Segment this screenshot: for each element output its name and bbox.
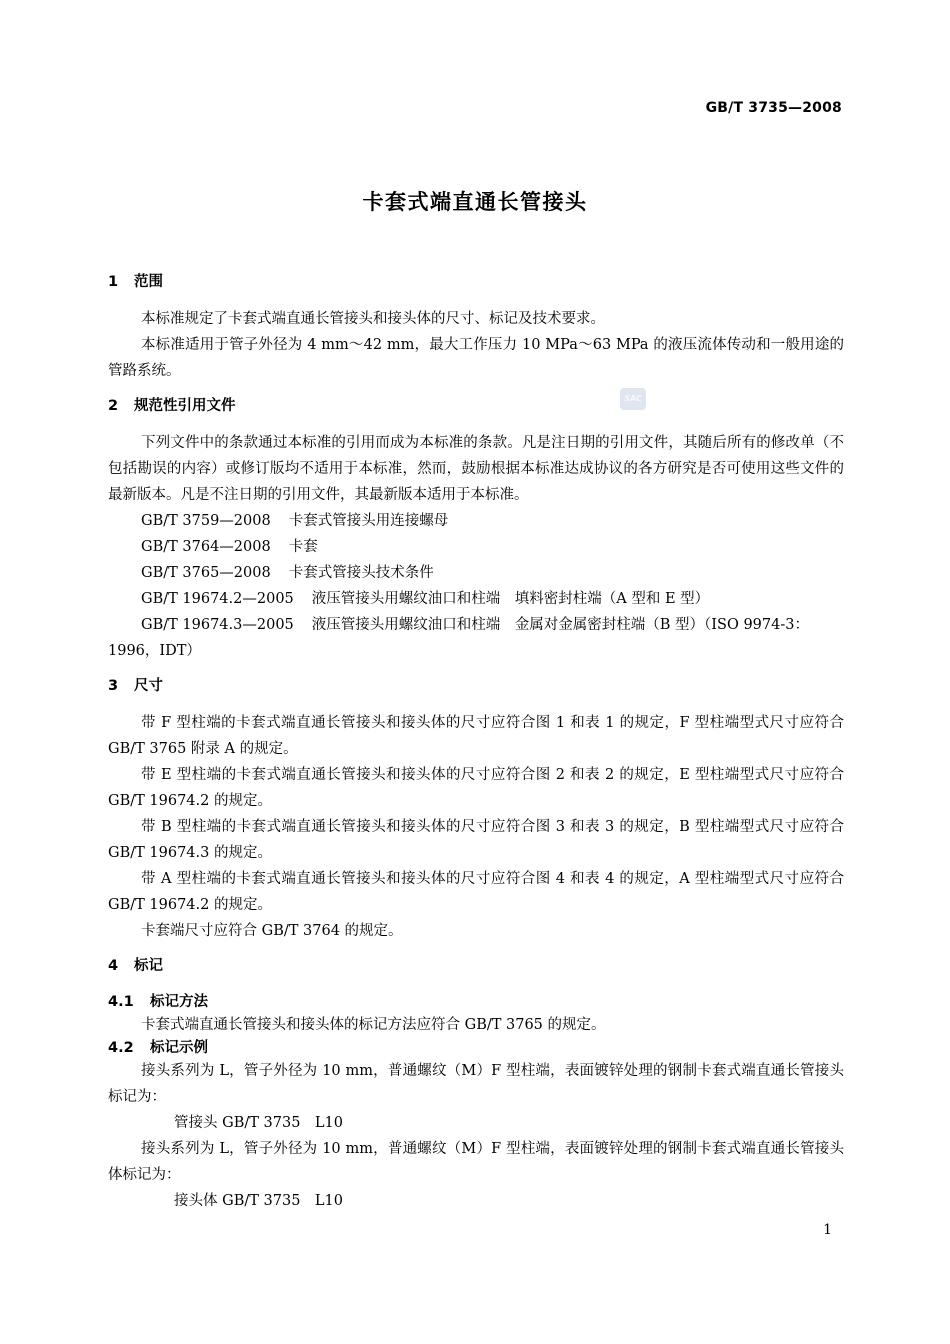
section-title: 范围 bbox=[134, 274, 163, 290]
reference-title: 液压管接头用螺纹油口和柱端 填料密封柱端（A 型和 E 型） bbox=[311, 591, 710, 607]
document-title: 卡套式端直通长管接头 bbox=[362, 190, 588, 214]
marking-example: 管接头 GB/T 3735 L10 bbox=[174, 1115, 343, 1131]
subsection-title: 标记示例 bbox=[150, 1040, 208, 1056]
paragraph: 本标准规定了卡套式端直通长管接头和接头体的尺寸、标记及技术要求。 bbox=[141, 311, 605, 327]
section-number: 4 bbox=[108, 958, 119, 974]
marking-example: 接头体 GB/T 3735 L10 bbox=[174, 1193, 343, 1209]
section-4-heading bbox=[108, 956, 844, 976]
paragraph: 卡套端尺寸应符合 GB/T 3764 的规定。 bbox=[141, 923, 403, 939]
section-3-heading bbox=[108, 676, 844, 696]
paragraph: 带 A 型柱端的卡套式端直通长管接头和接头体的尺寸应符合图 4 和表 4 的规定，A 型柱端型式尺寸应符合 GB/T 19674.2 的规定。 bbox=[108, 871, 844, 913]
paragraph: 本标准适用于管子外径为 4 mm～42 mm，最大工作压力 10 MPa～63 MPa 的液压流体传动和一般用途的管路系统。 bbox=[108, 337, 844, 379]
document-body bbox=[108, 272, 844, 1214]
section-title: 尺寸 bbox=[134, 678, 163, 694]
subsection-number: 4.2 bbox=[108, 1040, 134, 1056]
section-2-heading bbox=[108, 396, 844, 416]
reference-code: GB/T 3765—2008 bbox=[141, 565, 271, 581]
paragraph: 下列文件中的条款通过本标准的引用而成为本标准的条款。凡是注日期的引用文件，其随后所有的修改单（不包括勘误的内容）或修订版均不适用于本标准，然而，鼓励根据本标准达成协议的各方研究是否可使用这些文件的最新版本。凡是不注日期的引用文件，其最新版本适用于本标准。 bbox=[108, 435, 844, 503]
reference-title: 卡套式管接头用连接螺母 bbox=[288, 513, 449, 529]
reference-code: GB/T 19674.3—2005 bbox=[141, 617, 294, 633]
reference-title: 卡套式管接头技术条件 bbox=[288, 565, 434, 581]
reference-item bbox=[108, 560, 844, 586]
reference-continuation: 1996，IDT） bbox=[108, 643, 201, 659]
subsection-number: 4.1 bbox=[108, 994, 134, 1010]
page-number: 1 bbox=[823, 1222, 832, 1238]
section-1-heading bbox=[108, 272, 844, 292]
section-number: 2 bbox=[108, 398, 119, 414]
subsection-4-1-heading bbox=[108, 992, 844, 1012]
paragraph: 带 F 型柱端的卡套式端直通长管接头和接头体的尺寸应符合图 1 和表 1 的规定，F 型柱端型式尺寸应符合 GB/T 3765 附录 A 的规定。 bbox=[108, 715, 844, 757]
reference-item bbox=[108, 586, 844, 612]
paragraph: 卡套式端直通长管接头和接头体的标记方法应符合 GB/T 3765 的规定。 bbox=[141, 1017, 606, 1033]
reference-title: 液压管接头用螺纹油口和柱端 金属对金属密封柱端（B 型）（ISO 9974-3： bbox=[311, 617, 809, 633]
reference-code: GB/T 3764—2008 bbox=[141, 539, 271, 555]
reference-title: 卡套 bbox=[288, 539, 318, 555]
reference-item bbox=[108, 508, 844, 534]
section-number: 1 bbox=[108, 274, 119, 290]
standard-code: GB/T 3735—2008 bbox=[705, 100, 842, 116]
subsection-title: 标记方法 bbox=[150, 994, 208, 1010]
paragraph: 接头系列为 L，管子外径为 10 mm，普通螺纹（M）F 型柱端，表面镀锌处理的钢制卡套式端直通长管接头体标记为： bbox=[108, 1141, 844, 1183]
paragraph: 带 E 型柱端的卡套式端直通长管接头和接头体的尺寸应符合图 2 和表 2 的规定，E 型柱端型式尺寸应符合 GB/T 19674.2 的规定。 bbox=[108, 767, 844, 809]
section-title: 规范性引用文件 bbox=[134, 398, 236, 414]
paragraph: 带 B 型柱端的卡套式端直通长管接头和接头体的尺寸应符合图 3 和表 3 的规定，B 型柱端型式尺寸应符合 GB/T 19674.3 的规定。 bbox=[108, 819, 844, 861]
sac-watermark-logo: SAC bbox=[620, 388, 646, 410]
reference-code: GB/T 3759—2008 bbox=[141, 513, 271, 529]
section-title: 标记 bbox=[134, 958, 163, 974]
subsection-4-2-heading bbox=[108, 1038, 844, 1058]
paragraph: 接头系列为 L，管子外径为 10 mm，普通螺纹（M）F 型柱端，表面镀锌处理的钢制卡套式端直通长管接头标记为： bbox=[108, 1063, 844, 1105]
reference-item bbox=[108, 612, 844, 638]
section-number: 3 bbox=[108, 678, 119, 694]
reference-item bbox=[108, 534, 844, 560]
reference-code: GB/T 19674.2—2005 bbox=[141, 591, 294, 607]
